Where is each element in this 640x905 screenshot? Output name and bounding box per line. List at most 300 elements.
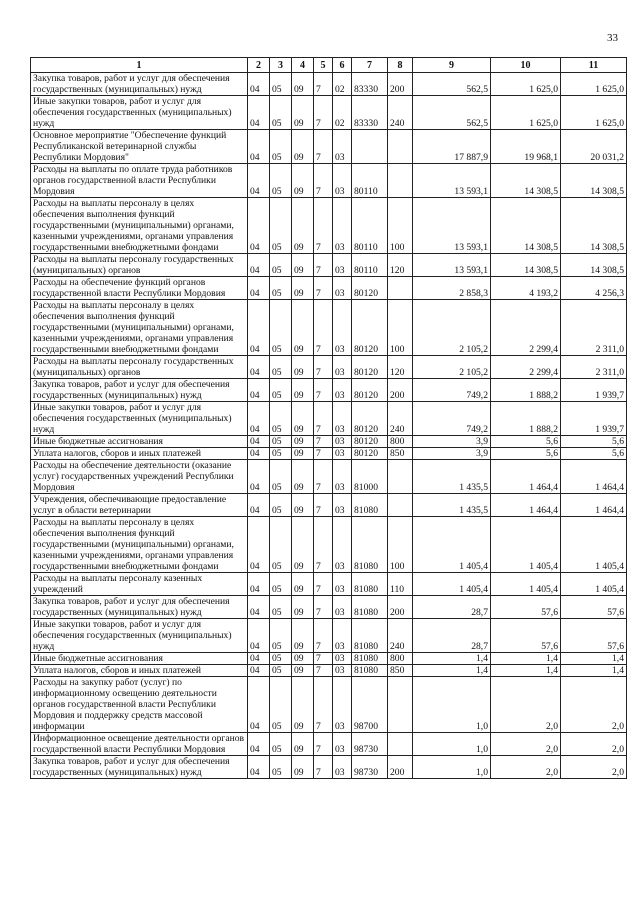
amount-cell: 1,4 bbox=[561, 653, 627, 665]
code-cell: 03 bbox=[333, 677, 352, 733]
amount-cell: 2 311,0 bbox=[561, 356, 627, 379]
code-cell: 200 bbox=[388, 73, 413, 96]
amount-cell: 57,6 bbox=[561, 596, 627, 619]
code-cell: 80120 bbox=[352, 277, 388, 300]
code-cell: 240 bbox=[388, 619, 413, 653]
table-row bbox=[31, 436, 627, 448]
code-cell: 04 bbox=[248, 756, 270, 779]
code-cell: 05 bbox=[270, 402, 292, 436]
code-cell: 04 bbox=[248, 300, 270, 356]
column-header: 1 bbox=[31, 58, 248, 73]
amount-cell: 1 625,0 bbox=[561, 73, 627, 96]
code-cell bbox=[388, 164, 413, 198]
code-cell: 7 bbox=[314, 573, 333, 596]
table-body bbox=[31, 73, 627, 779]
code-cell bbox=[388, 460, 413, 494]
code-cell: 05 bbox=[270, 619, 292, 653]
code-cell: 7 bbox=[314, 653, 333, 665]
amount-cell: 1,4 bbox=[561, 665, 627, 677]
code-cell: 7 bbox=[314, 300, 333, 356]
code-cell: 05 bbox=[270, 653, 292, 665]
code-cell: 05 bbox=[270, 300, 292, 356]
row-description: Расходы на выплаты персоналу в целях обеспечения выполнения функций государственными (муниципальными) органами, казенными учреждениями, органами управления государственными внебюджетными фондами bbox=[31, 198, 248, 254]
code-cell: 09 bbox=[292, 653, 314, 665]
amount-cell: 2,0 bbox=[561, 733, 627, 756]
code-cell: 800 bbox=[388, 653, 413, 665]
code-cell: 09 bbox=[292, 756, 314, 779]
code-cell: 200 bbox=[388, 379, 413, 402]
code-cell: 04 bbox=[248, 277, 270, 300]
code-cell bbox=[388, 130, 413, 164]
row-description: Расходы на выплаты персоналу государственных (муниципальных) органов bbox=[31, 254, 248, 277]
row-description: Учреждения, обеспечивающие предоставление услуг в области ветеринарии bbox=[31, 494, 248, 517]
row-description: Расходы на закупку работ (услуг) по информационному освещению деятельности органов государственной власти Республики Мордовия и поддержку средств массовой информации bbox=[31, 677, 248, 733]
amount-cell: 1,4 bbox=[491, 653, 561, 665]
amount-cell: 2 311,0 bbox=[561, 300, 627, 356]
column-header: 7 bbox=[352, 58, 388, 73]
budget-table bbox=[30, 57, 627, 779]
code-cell: 04 bbox=[248, 402, 270, 436]
code-cell: 05 bbox=[270, 277, 292, 300]
code-cell: 04 bbox=[248, 436, 270, 448]
code-cell: 04 bbox=[248, 356, 270, 379]
code-cell: 100 bbox=[388, 300, 413, 356]
code-cell: 05 bbox=[270, 198, 292, 254]
code-cell: 200 bbox=[388, 596, 413, 619]
code-cell: 03 bbox=[333, 379, 352, 402]
amount-cell: 2 299,4 bbox=[491, 300, 561, 356]
code-cell: 04 bbox=[248, 733, 270, 756]
code-cell: 7 bbox=[314, 198, 333, 254]
row-description: Расходы на выплаты персоналу государственных (муниципальных) органов bbox=[31, 356, 248, 379]
code-cell: 7 bbox=[314, 596, 333, 619]
code-cell: 05 bbox=[270, 130, 292, 164]
table-row bbox=[31, 198, 627, 254]
code-cell: 7 bbox=[314, 665, 333, 677]
table-row bbox=[31, 665, 627, 677]
code-cell: 03 bbox=[333, 619, 352, 653]
row-description: Расходы на выплаты персоналу казенных учреждений bbox=[31, 573, 248, 596]
code-cell: 80120 bbox=[352, 448, 388, 460]
amount-cell: 57,6 bbox=[491, 596, 561, 619]
amount-cell: 2 858,3 bbox=[413, 277, 491, 300]
amount-cell: 1,0 bbox=[413, 733, 491, 756]
code-cell: 03 bbox=[333, 517, 352, 573]
code-cell: 09 bbox=[292, 573, 314, 596]
code-cell: 05 bbox=[270, 73, 292, 96]
amount-cell: 1 939,7 bbox=[561, 379, 627, 402]
code-cell: 05 bbox=[270, 96, 292, 130]
code-cell: 04 bbox=[248, 198, 270, 254]
amount-cell: 1 405,4 bbox=[561, 573, 627, 596]
code-cell: 05 bbox=[270, 164, 292, 198]
amount-cell: 17 887,9 bbox=[413, 130, 491, 164]
code-cell: 05 bbox=[270, 733, 292, 756]
code-cell: 09 bbox=[292, 356, 314, 379]
amount-cell: 13 593,1 bbox=[413, 164, 491, 198]
code-cell: 7 bbox=[314, 356, 333, 379]
amount-cell: 13 593,1 bbox=[413, 198, 491, 254]
amount-cell: 14 308,5 bbox=[491, 254, 561, 277]
table-row bbox=[31, 517, 627, 573]
amount-cell: 2,0 bbox=[491, 677, 561, 733]
code-cell: 7 bbox=[314, 96, 333, 130]
table-row bbox=[31, 130, 627, 164]
amount-cell: 1,4 bbox=[413, 653, 491, 665]
code-cell: 03 bbox=[333, 733, 352, 756]
amount-cell: 4 256,3 bbox=[561, 277, 627, 300]
amount-cell: 1 405,4 bbox=[413, 573, 491, 596]
row-description: Закупка товаров, работ и услуг для обеспечения государственных (муниципальных) нужд bbox=[31, 73, 248, 96]
page-number: 33 bbox=[607, 32, 618, 44]
code-cell: 81080 bbox=[352, 619, 388, 653]
code-cell: 80110 bbox=[352, 164, 388, 198]
row-description: Закупка товаров, работ и услуг для обеспечения государственных (муниципальных) нужд bbox=[31, 379, 248, 402]
code-cell: 04 bbox=[248, 254, 270, 277]
code-cell: 80120 bbox=[352, 356, 388, 379]
code-cell: 03 bbox=[333, 665, 352, 677]
amount-cell: 2,0 bbox=[561, 756, 627, 779]
amount-cell: 14 308,5 bbox=[561, 198, 627, 254]
column-header: 2 bbox=[248, 58, 270, 73]
code-cell: 09 bbox=[292, 517, 314, 573]
table-row bbox=[31, 619, 627, 653]
code-cell: 100 bbox=[388, 198, 413, 254]
code-cell: 03 bbox=[333, 402, 352, 436]
code-cell: 03 bbox=[333, 356, 352, 379]
column-header: 6 bbox=[333, 58, 352, 73]
amount-cell: 562,5 bbox=[413, 73, 491, 96]
column-header: 4 bbox=[292, 58, 314, 73]
row-description: Иные бюджетные ассигнования bbox=[31, 653, 248, 665]
amount-cell: 1 435,5 bbox=[413, 460, 491, 494]
code-cell: 7 bbox=[314, 733, 333, 756]
amount-cell: 14 308,5 bbox=[491, 198, 561, 254]
code-cell bbox=[352, 130, 388, 164]
code-cell: 04 bbox=[248, 573, 270, 596]
row-description: Уплата налогов, сборов и иных платежей bbox=[31, 665, 248, 677]
table-row bbox=[31, 164, 627, 198]
amount-cell: 5,6 bbox=[491, 436, 561, 448]
code-cell: 05 bbox=[270, 356, 292, 379]
code-cell: 09 bbox=[292, 379, 314, 402]
table-row bbox=[31, 402, 627, 436]
code-cell: 03 bbox=[333, 254, 352, 277]
code-cell: 05 bbox=[270, 448, 292, 460]
amount-cell: 1,4 bbox=[491, 665, 561, 677]
code-cell: 120 bbox=[388, 356, 413, 379]
code-cell bbox=[388, 733, 413, 756]
code-cell: 240 bbox=[388, 402, 413, 436]
code-cell: 04 bbox=[248, 379, 270, 402]
amount-cell: 1 888,2 bbox=[491, 402, 561, 436]
code-cell: 09 bbox=[292, 402, 314, 436]
code-cell: 81080 bbox=[352, 665, 388, 677]
code-cell: 05 bbox=[270, 677, 292, 733]
code-cell: 100 bbox=[388, 517, 413, 573]
code-cell: 02 bbox=[333, 96, 352, 130]
row-description: Иные бюджетные ассигнования bbox=[31, 436, 248, 448]
code-cell: 09 bbox=[292, 164, 314, 198]
table-row bbox=[31, 733, 627, 756]
code-cell: 7 bbox=[314, 130, 333, 164]
code-cell bbox=[388, 677, 413, 733]
amount-cell: 1 435,5 bbox=[413, 494, 491, 517]
code-cell: 09 bbox=[292, 665, 314, 677]
code-cell: 7 bbox=[314, 402, 333, 436]
code-cell: 03 bbox=[333, 277, 352, 300]
code-cell: 03 bbox=[333, 460, 352, 494]
code-cell: 110 bbox=[388, 573, 413, 596]
table-header-row bbox=[31, 58, 627, 73]
code-cell: 09 bbox=[292, 596, 314, 619]
column-header: 3 bbox=[270, 58, 292, 73]
code-cell: 03 bbox=[333, 300, 352, 356]
amount-cell: 1,0 bbox=[413, 677, 491, 733]
amount-cell: 5,6 bbox=[561, 436, 627, 448]
code-cell: 09 bbox=[292, 494, 314, 517]
code-cell: 04 bbox=[248, 653, 270, 665]
row-description: Расходы на выплаты персоналу в целях обеспечения выполнения функций государственными (муниципальными) органами, казенными учреждениями, органами управления государственными внебюджетными фондами bbox=[31, 517, 248, 573]
code-cell: 09 bbox=[292, 733, 314, 756]
amount-cell: 1 625,0 bbox=[491, 96, 561, 130]
amount-cell: 2,0 bbox=[561, 677, 627, 733]
amount-cell: 57,6 bbox=[491, 619, 561, 653]
code-cell: 03 bbox=[333, 756, 352, 779]
code-cell: 81080 bbox=[352, 596, 388, 619]
code-cell: 04 bbox=[248, 665, 270, 677]
code-cell: 03 bbox=[333, 573, 352, 596]
code-cell: 120 bbox=[388, 254, 413, 277]
code-cell: 09 bbox=[292, 619, 314, 653]
column-header: 11 bbox=[561, 58, 627, 73]
code-cell: 7 bbox=[314, 494, 333, 517]
amount-cell: 28,7 bbox=[413, 596, 491, 619]
amount-cell: 3,9 bbox=[413, 436, 491, 448]
row-description: Иные закупки товаров, работ и услуг для обеспечения государственных (муниципальных) нужд bbox=[31, 402, 248, 436]
code-cell: 83330 bbox=[352, 73, 388, 96]
code-cell: 04 bbox=[248, 460, 270, 494]
code-cell: 04 bbox=[248, 596, 270, 619]
table-row bbox=[31, 96, 627, 130]
code-cell: 80120 bbox=[352, 402, 388, 436]
row-description: Уплата налогов, сборов и иных платежей bbox=[31, 448, 248, 460]
code-cell: 04 bbox=[248, 517, 270, 573]
code-cell: 03 bbox=[333, 130, 352, 164]
code-cell: 7 bbox=[314, 460, 333, 494]
code-cell: 7 bbox=[314, 379, 333, 402]
table-row bbox=[31, 379, 627, 402]
amount-cell: 1 464,4 bbox=[561, 460, 627, 494]
table-row bbox=[31, 596, 627, 619]
code-cell: 7 bbox=[314, 756, 333, 779]
amount-cell: 1 405,4 bbox=[491, 573, 561, 596]
table-row bbox=[31, 254, 627, 277]
code-cell: 83330 bbox=[352, 96, 388, 130]
code-cell: 05 bbox=[270, 460, 292, 494]
code-cell: 09 bbox=[292, 448, 314, 460]
code-cell: 09 bbox=[292, 300, 314, 356]
code-cell: 850 bbox=[388, 448, 413, 460]
amount-cell: 562,5 bbox=[413, 96, 491, 130]
amount-cell: 749,2 bbox=[413, 402, 491, 436]
amount-cell: 1 888,2 bbox=[491, 379, 561, 402]
row-description: Расходы на обеспечение деятельности (оказание услуг) государственных учреждений Республики Мордовия bbox=[31, 460, 248, 494]
code-cell: 850 bbox=[388, 665, 413, 677]
code-cell: 04 bbox=[248, 73, 270, 96]
code-cell: 98730 bbox=[352, 733, 388, 756]
code-cell: 80120 bbox=[352, 436, 388, 448]
code-cell: 05 bbox=[270, 436, 292, 448]
code-cell: 800 bbox=[388, 436, 413, 448]
code-cell: 09 bbox=[292, 198, 314, 254]
code-cell: 05 bbox=[270, 596, 292, 619]
code-cell: 09 bbox=[292, 277, 314, 300]
amount-cell: 1 939,7 bbox=[561, 402, 627, 436]
code-cell: 7 bbox=[314, 517, 333, 573]
code-cell: 05 bbox=[270, 379, 292, 402]
code-cell: 81080 bbox=[352, 653, 388, 665]
amount-cell: 28,7 bbox=[413, 619, 491, 653]
code-cell: 05 bbox=[270, 756, 292, 779]
table-row bbox=[31, 653, 627, 665]
amount-cell: 1,0 bbox=[413, 756, 491, 779]
amount-cell: 1 464,4 bbox=[561, 494, 627, 517]
code-cell: 09 bbox=[292, 73, 314, 96]
code-cell: 05 bbox=[270, 665, 292, 677]
code-cell: 03 bbox=[333, 494, 352, 517]
code-cell: 80110 bbox=[352, 254, 388, 277]
column-header: 5 bbox=[314, 58, 333, 73]
code-cell: 7 bbox=[314, 277, 333, 300]
code-cell: 09 bbox=[292, 460, 314, 494]
code-cell: 02 bbox=[333, 73, 352, 96]
code-cell: 80110 bbox=[352, 198, 388, 254]
code-cell: 7 bbox=[314, 164, 333, 198]
code-cell: 03 bbox=[333, 198, 352, 254]
amount-cell: 4 193,2 bbox=[491, 277, 561, 300]
code-cell: 98700 bbox=[352, 677, 388, 733]
amount-cell: 1 405,4 bbox=[561, 517, 627, 573]
row-description: Закупка товаров, работ и услуг для обеспечения государственных (муниципальных) нужд bbox=[31, 596, 248, 619]
code-cell: 7 bbox=[314, 448, 333, 460]
code-cell: 81080 bbox=[352, 517, 388, 573]
code-cell: 05 bbox=[270, 573, 292, 596]
amount-cell: 1 464,4 bbox=[491, 494, 561, 517]
amount-cell: 1 625,0 bbox=[491, 73, 561, 96]
column-header: 8 bbox=[388, 58, 413, 73]
amount-cell: 1 405,4 bbox=[413, 517, 491, 573]
code-cell: 240 bbox=[388, 96, 413, 130]
amount-cell: 749,2 bbox=[413, 379, 491, 402]
code-cell: 98730 bbox=[352, 756, 388, 779]
code-cell: 04 bbox=[248, 494, 270, 517]
table-row bbox=[31, 573, 627, 596]
table-row bbox=[31, 677, 627, 733]
table-row bbox=[31, 756, 627, 779]
amount-cell: 2,0 bbox=[491, 756, 561, 779]
table-row bbox=[31, 448, 627, 460]
amount-cell: 19 968,1 bbox=[491, 130, 561, 164]
amount-cell: 2 105,2 bbox=[413, 356, 491, 379]
amount-cell: 20 031,2 bbox=[561, 130, 627, 164]
code-cell: 7 bbox=[314, 619, 333, 653]
code-cell: 05 bbox=[270, 494, 292, 517]
amount-cell: 2 105,2 bbox=[413, 300, 491, 356]
code-cell: 09 bbox=[292, 130, 314, 164]
code-cell: 04 bbox=[248, 677, 270, 733]
code-cell: 04 bbox=[248, 164, 270, 198]
amount-cell: 2 299,4 bbox=[491, 356, 561, 379]
code-cell: 04 bbox=[248, 96, 270, 130]
amount-cell: 1 625,0 bbox=[561, 96, 627, 130]
amount-cell: 14 308,5 bbox=[491, 164, 561, 198]
code-cell: 04 bbox=[248, 448, 270, 460]
amount-cell: 14 308,5 bbox=[561, 164, 627, 198]
amount-cell: 5,6 bbox=[491, 448, 561, 460]
code-cell: 09 bbox=[292, 677, 314, 733]
code-cell: 04 bbox=[248, 619, 270, 653]
amount-cell: 1,4 bbox=[413, 665, 491, 677]
row-description: Иные закупки товаров, работ и услуг для обеспечения государственных (муниципальных) нужд bbox=[31, 96, 248, 130]
code-cell: 81080 bbox=[352, 573, 388, 596]
code-cell: 80120 bbox=[352, 379, 388, 402]
code-cell: 03 bbox=[333, 596, 352, 619]
amount-cell: 1 464,4 bbox=[491, 460, 561, 494]
amount-cell: 13 593,1 bbox=[413, 254, 491, 277]
code-cell: 81000 bbox=[352, 460, 388, 494]
amount-cell: 57,6 bbox=[561, 619, 627, 653]
amount-cell: 14 308,5 bbox=[561, 254, 627, 277]
code-cell: 200 bbox=[388, 756, 413, 779]
code-cell: 03 bbox=[333, 436, 352, 448]
code-cell bbox=[388, 277, 413, 300]
amount-cell: 2,0 bbox=[491, 733, 561, 756]
code-cell: 09 bbox=[292, 254, 314, 277]
code-cell: 03 bbox=[333, 653, 352, 665]
code-cell: 05 bbox=[270, 254, 292, 277]
amount-cell: 5,6 bbox=[561, 448, 627, 460]
row-description: Закупка товаров, работ и услуг для обеспечения государственных (муниципальных) нужд bbox=[31, 756, 248, 779]
table-row bbox=[31, 460, 627, 494]
code-cell: 09 bbox=[292, 96, 314, 130]
row-description: Основное мероприятие "Обеспечение функций Республиканской ветеринарной службы Республики Мордовия" bbox=[31, 130, 248, 164]
code-cell: 80120 bbox=[352, 300, 388, 356]
row-description: Расходы на обеспечение функций органов государственной власти Республики Мордовия bbox=[31, 277, 248, 300]
code-cell: 03 bbox=[333, 448, 352, 460]
amount-cell: 1 405,4 bbox=[491, 517, 561, 573]
amount-cell: 3,9 bbox=[413, 448, 491, 460]
code-cell: 7 bbox=[314, 254, 333, 277]
column-header: 10 bbox=[491, 58, 561, 73]
code-cell: 03 bbox=[333, 164, 352, 198]
code-cell: 09 bbox=[292, 436, 314, 448]
row-description: Расходы на выплаты персоналу в целях обеспечения выполнения функций государственными (муниципальными) органами, казенными учреждениями, органами управления государственными внебюджетными фондами bbox=[31, 300, 248, 356]
table-row bbox=[31, 494, 627, 517]
code-cell: 81080 bbox=[352, 494, 388, 517]
table-row bbox=[31, 73, 627, 96]
table-row bbox=[31, 356, 627, 379]
table-row bbox=[31, 300, 627, 356]
row-description: Информационное освещение деятельности органов государственной власти Республики Мордовия bbox=[31, 733, 248, 756]
table-row bbox=[31, 277, 627, 300]
code-cell: 7 bbox=[314, 677, 333, 733]
row-description: Расходы на выплаты по оплате труда работников органов государственной власти Республики Мордовия bbox=[31, 164, 248, 198]
code-cell: 7 bbox=[314, 73, 333, 96]
column-header: 9 bbox=[413, 58, 491, 73]
row-description: Иные закупки товаров, работ и услуг для обеспечения государственных (муниципальных) нужд bbox=[31, 619, 248, 653]
code-cell: 7 bbox=[314, 436, 333, 448]
